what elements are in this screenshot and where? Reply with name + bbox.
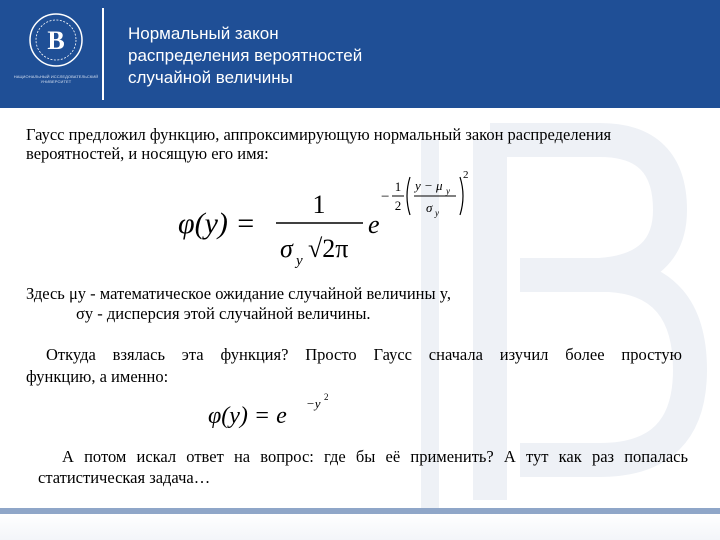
exp-inner-den: σ bbox=[426, 200, 433, 215]
exp-minus: − bbox=[381, 189, 390, 205]
formula-lhs: φ(y) = bbox=[178, 207, 256, 240]
exp-right-paren bbox=[460, 177, 463, 215]
simple-formula-exp: −y bbox=[306, 396, 321, 411]
paragraph-4-line-2: статистическая задача… bbox=[38, 468, 211, 487]
gauss-formula bbox=[178, 165, 498, 275]
paragraph-3-line-1: Откуда взялась эта функция? Просто Гаусс сначала изучил более простую bbox=[46, 345, 682, 364]
exp-inner-den-sub: y bbox=[435, 208, 439, 218]
logo-emblem-icon bbox=[10, 12, 102, 72]
exp-left-paren bbox=[407, 177, 410, 215]
formula-sigma-sub: y bbox=[296, 253, 303, 269]
paragraph-4-line-1: А потом искал ответ на вопрос: где бы её применить? А тут как раз попалась bbox=[62, 447, 688, 466]
simple-formula bbox=[208, 390, 368, 440]
footer-strip bbox=[0, 514, 720, 540]
exp-power: 2 bbox=[463, 169, 469, 181]
formula-base-e: e bbox=[368, 210, 380, 239]
simple-formula-power: 2 bbox=[324, 392, 329, 402]
slide-title: Нормальный закон распределения вероятностей случайной величины bbox=[128, 24, 363, 87]
exp-half-den: 2 bbox=[394, 198, 402, 213]
exp-inner-num: y − μ bbox=[415, 178, 443, 193]
formula-numerator: 1 bbox=[312, 190, 326, 219]
logo-caption: НАЦИОНАЛЬНЫЙ ИССЛЕДОВАТЕЛЬСКИЙ УНИВЕРСИТЕТ bbox=[13, 74, 99, 84]
header-bar bbox=[0, 0, 720, 108]
exp-inner-num-sub: y bbox=[446, 186, 450, 196]
paragraph-2-line-2: σy - дисперсия этой случайной величины. bbox=[76, 304, 371, 323]
svg-text:B: B bbox=[47, 26, 65, 55]
simple-formula-lhs: φ(y) = e bbox=[208, 403, 287, 429]
hse-logo bbox=[10, 12, 102, 98]
header-divider bbox=[102, 8, 104, 100]
paragraph-3-line-2: функцию, а именно: bbox=[26, 367, 169, 386]
formula-root: √2π bbox=[308, 234, 349, 263]
exp-half-num: 1 bbox=[394, 179, 402, 194]
formula-sigma: σ bbox=[280, 234, 293, 263]
paragraph-1-line-1: Гаусс предложил функцию, аппроксимирующую нормальный закон распределения bbox=[26, 125, 612, 144]
paragraph-2-line-1: Здесь μy - математическое ожидание случайной величины y, bbox=[26, 284, 452, 303]
paragraph-1-line-2: вероятностей, и носящую его имя: bbox=[26, 144, 269, 163]
